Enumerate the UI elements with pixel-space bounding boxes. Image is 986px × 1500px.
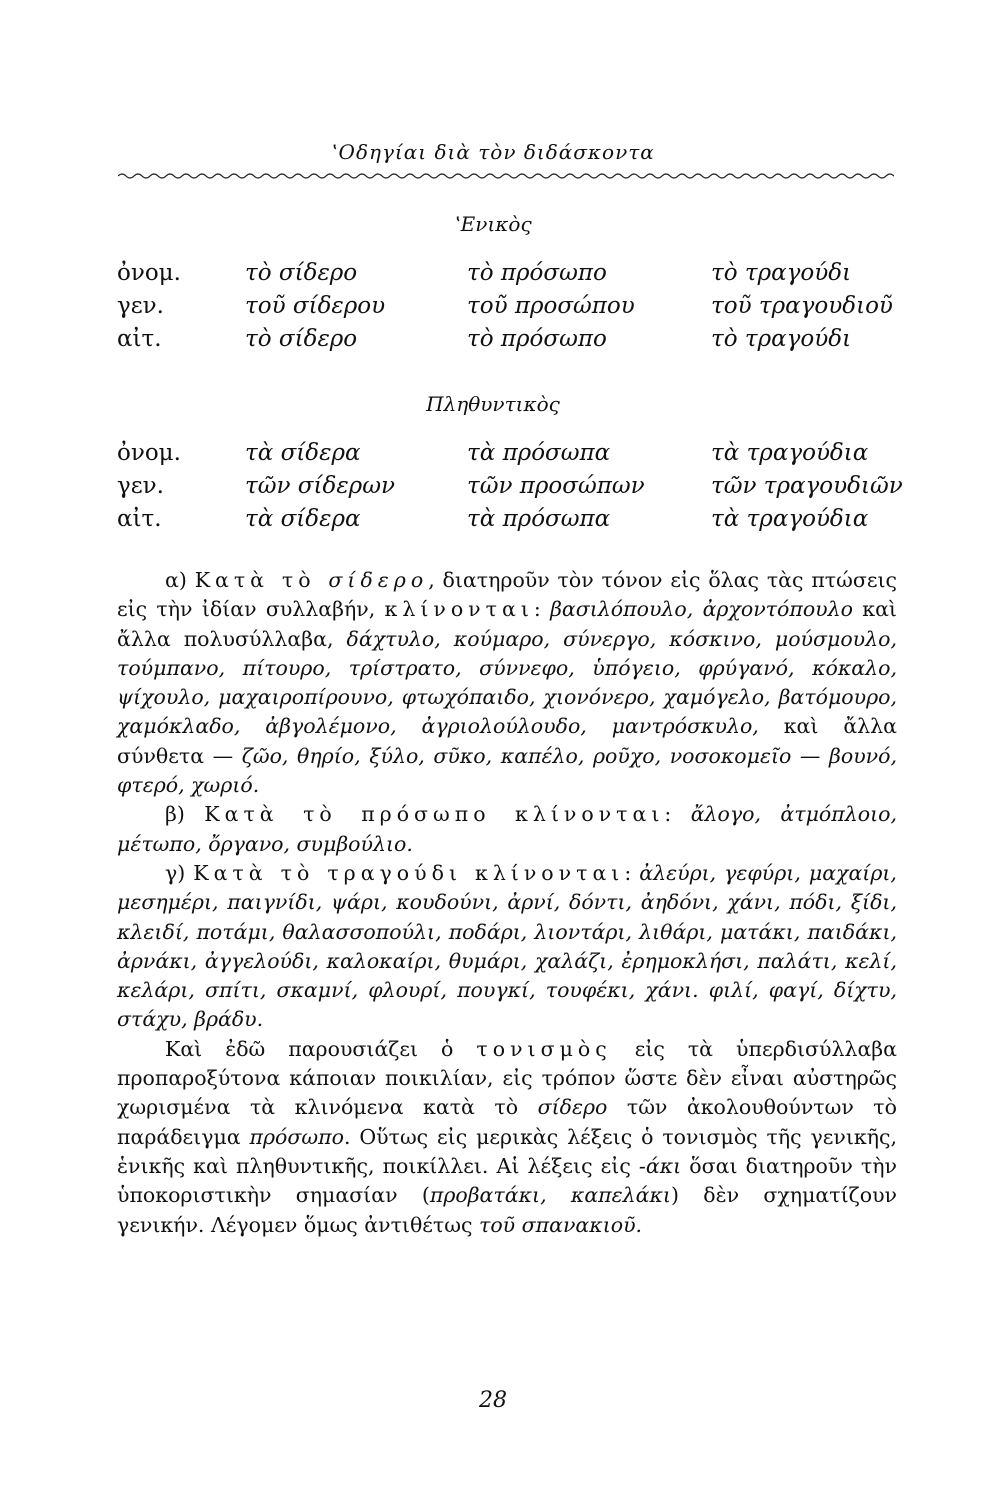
text: , διατηροῦν τὸν τόνον εἰς ὅλας τὰς πτώσεις εἰς τὴν ἰδίαν συλλαβήν, <box>117 568 897 622</box>
text: : <box>624 860 640 885</box>
paragraph-b <box>117 800 897 859</box>
form-prosopo: τοῦ προσώπου <box>467 293 635 319</box>
spaced-text: Κατὰ τὸ τραγούδι κλίνονται <box>193 860 625 885</box>
spaced-text: Κατὰ τὸ <box>194 568 329 592</box>
text: εἰς τὰ ὑπερδισύλλαβα προπαροξύτονα κάποιαν ποικιλίαν, εἰς τρόπον ὥστε δὲν εἶναι αὐστηρῶς χωρισμένα τὰ κλινόμενα κατὰ τὸ <box>117 1036 897 1120</box>
keyword: σίδερο <box>328 568 429 592</box>
keyword: -άκι <box>638 1153 682 1178</box>
text: ὅσαι διατηροῦν τὴν ὑποκοριστικὴν σημασίαν ( <box>117 1153 897 1208</box>
label: α) <box>165 568 195 592</box>
singular-title: ʽΕνικὸς <box>454 212 532 236</box>
form-sidero: τὸ σίδερο <box>245 260 358 286</box>
singular-row-acc <box>0 326 986 366</box>
form-sidero: τὸ σίδερο <box>245 326 358 352</box>
text: τῶν ἀκολουθούντων τὸ παράδειγμα <box>117 1095 897 1149</box>
case-label: γεν. <box>117 293 164 319</box>
form-tragoudi: τὸ τραγούδι <box>711 260 852 286</box>
case-label: ὀνομ. <box>117 260 181 286</box>
examples: ἄλογο, ἀτμόπλοιο, μέτωπο, ὄργανο, συμβούλιο. <box>117 802 897 856</box>
plural-row-acc <box>0 506 986 546</box>
keyword: πρόσωπο <box>249 1124 344 1149</box>
form-sidero: τὰ σίδερα <box>245 440 361 466</box>
form-sidero: τῶν σίδερων <box>245 473 395 499</box>
form-sidero: τοῦ σίδερου <box>245 293 386 319</box>
paragraph-a <box>117 566 897 800</box>
form-tragoudi: τὰ τραγούδια <box>711 440 869 466</box>
label: β) <box>165 802 205 827</box>
text: καὶ ἄλλα πολυσύλλαβα, <box>117 597 897 651</box>
examples: ζῶο, θηρίο, ξύλο, σῦκο, καπέλο, ροῦχο, νοσοκομεῖο — βουνό, φτερό, χωριό. <box>117 743 897 798</box>
case-label: αἰτ. <box>117 506 162 532</box>
keyword: προβατάκι, καπελάκι <box>429 1183 671 1208</box>
spaced-text: Κατὰ τὸ πρόσωπο κλίνονται <box>204 802 665 827</box>
form-tragoudi: τοῦ τραγουδιοῦ <box>711 293 893 319</box>
case-label: γεν. <box>117 473 164 499</box>
spaced-text: κλίνονται <box>384 597 534 622</box>
form-tragoudi: τὸ τραγούδι <box>711 326 852 352</box>
body-text <box>117 566 897 1240</box>
examples: δάχτυλο, κούμαρο, σύνεργο, κόσκινο, μούσμουλο, τούμπανο, πίτουρο, τρίστρατο, σύννεφο, ὑπόγειο, φρύγανό, κόκαλο, ψίχουλο, μαχαιροπίρουνο, φτωχόπαιδο, χιονόνερο, χαμόγελο, βατόμουρο, χαμόκλαδο, ἀβγολέμονο, ἀγριολούλουδο, μαντρόσκυλο, <box>117 626 897 739</box>
text: Καὶ ἐδῶ παρουσιάζει ὁ <box>165 1036 477 1061</box>
page-number: 28 <box>479 1388 507 1413</box>
form-prosopo: τὸ πρόσωπο <box>467 326 607 352</box>
keyword: τοῦ σπανακιοῦ. <box>478 1212 643 1237</box>
running-head: ʽΟδηγίαι διὰ τὸν διδάσκοντα <box>331 140 655 164</box>
form-prosopo: τὰ πρόσωπα <box>467 506 611 532</box>
keyword: σίδερο <box>537 1095 608 1120</box>
text: . Οὕτως εἰς μερικὰς λέξεις ὁ τονισμὸς τῆς γενικῆς, ἑνικῆς καὶ πληθυντικῆς, ποικίλλει. Αἱ λέξεις εἰς <box>117 1124 897 1178</box>
case-label: αἰτ. <box>117 326 162 352</box>
paragraph-g <box>117 859 897 1035</box>
spaced-text: τονισμὸς <box>476 1036 612 1061</box>
form-tragoudi: τῶν τραγουδιῶν <box>711 473 903 499</box>
text: : <box>664 802 691 827</box>
text: : <box>533 597 551 622</box>
plural-title: Πληθυντικὸς <box>426 392 560 416</box>
form-prosopo: τὰ πρόσωπα <box>467 440 611 466</box>
paragraph-d <box>117 1035 897 1240</box>
label: γ) <box>165 860 194 885</box>
form-tragoudi: τὰ τραγούδια <box>711 506 869 532</box>
case-label: ὀνομ. <box>117 440 181 466</box>
text: καὶ ἄλλα σύνθετα — <box>117 714 897 768</box>
form-prosopo: τὸ πρόσωπο <box>467 260 607 286</box>
examples: βασιλόπουλο, ἀρχοντόπουλο <box>550 597 853 622</box>
text: ) δὲν σχηματίζουν γενικήν. Λέγομεν ὅμως ἀντιθέτως <box>117 1183 897 1237</box>
form-prosopo: τῶν προσώπων <box>467 473 645 499</box>
wavy-rule <box>118 172 894 180</box>
examples: ἀλεύρι, γεφύρι, μαχαίρι, μεσημέρι, παιγνίδι, ψάρι, κουδούνι, ἀρνί, δόντι, ἀηδόνι, χάνι, πόδι, ξίδι, κλειδί, ποτάμι, θαλασσοπούλι, ποδάρι, λιοντάρι, λιθάρι, ματάκι, παιδάκι, ἀρνάκι, ἀγγελούδι, καλοκαίρι, θυμάρι, χαλάζι, ἐρημοκλήσι, παλάτι, κελί, κελάρι, σπίτι, σκαμνί, φλουρί, πουγκί, τουφέκι, χάνι. φιλί, φαγί, δίχτυ, στάχυ, βράδυ. <box>117 860 897 1032</box>
form-sidero: τὰ σίδερα <box>245 506 361 532</box>
